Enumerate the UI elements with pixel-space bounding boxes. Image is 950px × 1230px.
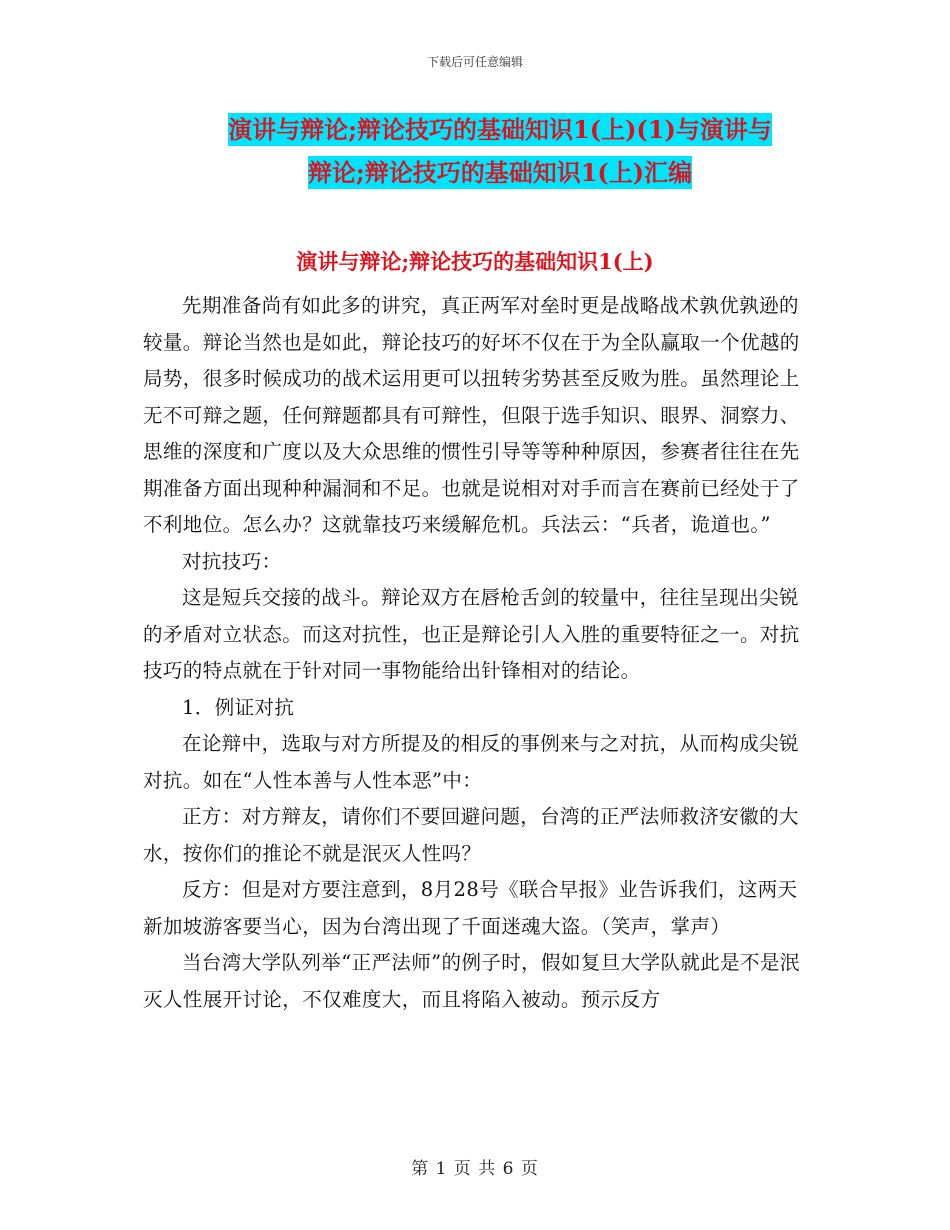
paragraph: 在论辩中，选取与对方所提及的相反的事例来与之对抗，从而构成尖锐对抗。如在“人性本善与人性本恶”中： — [143, 732, 799, 792]
document-body — [143, 288, 808, 1018]
paragraph: 1．例证对抗 — [182, 695, 295, 719]
page-number-footer: 第 1 页 共 6 页 — [411, 1159, 539, 1179]
paragraph: 先期准备尚有如此多的讲究，真正两军对垒时更是战略战术孰优孰逊的较量。辩论当然也是如此，辩论技巧的好坏不仅在于为全队赢取一个优越的局势，很多时候成功的战术运用更可以扭转劣势甚至反败为胜。虽然理论上无不可辩之题，任何辩题都具有可辩性，但限于选手知识、眼界、洞察力、思维的深度和广度以及大众思维的惯性引导等等种种原因，参赛者往往在先期准备方面出现种种漏洞和不足。也就是说相对对手而言在赛前已经处于了不利地位。怎么办？这就靠技巧来缓解危机。兵法云：“兵者，诡道也。” — [143, 294, 800, 536]
paragraph: 正方：对方辩友，请你们不要回避问题，台湾的正严法师救济安徽的大水，按你们的推论不就是泯灭人性吗？ — [143, 805, 799, 865]
title-line-2: 辩论;辩论技巧的基础知识1(上)汇编 — [307, 158, 693, 187]
paragraph: 这是短兵交接的战斗。辩论双方在唇枪舌剑的较量中，往往呈现出尖锐的矛盾对立状态。而这对抗性，也正是辩论引人入胜的重要特征之一。对抗技巧的特点就在于针对同一事物能给出针锋相对的结论。 — [143, 586, 800, 682]
header-note: 下载后可任意编辑 — [426, 55, 523, 69]
document-title — [170, 108, 830, 194]
document-subtitle: 演讲与辩论;辩论技巧的基础知识1(上) — [296, 249, 654, 274]
title-line-1: 演讲与辩论;辩论技巧的基础知识1(上)(1)与演讲与 — [228, 115, 772, 144]
paragraph: 当台湾大学队列举“正严法师”的例子时，假如复旦大学队就此是不是泯灭人性展开讨论，不仅难度大，而且将陷入被动。预示反方 — [143, 951, 800, 1011]
paragraph: 反方：但是对方要注意到，8月28号《联合早报》业告诉我们，这两天新加坡游客要当心，因为台湾出现了千面迷魂大盗。（笑声，掌声） — [143, 878, 798, 938]
paragraph: 对抗技巧： — [182, 549, 282, 573]
